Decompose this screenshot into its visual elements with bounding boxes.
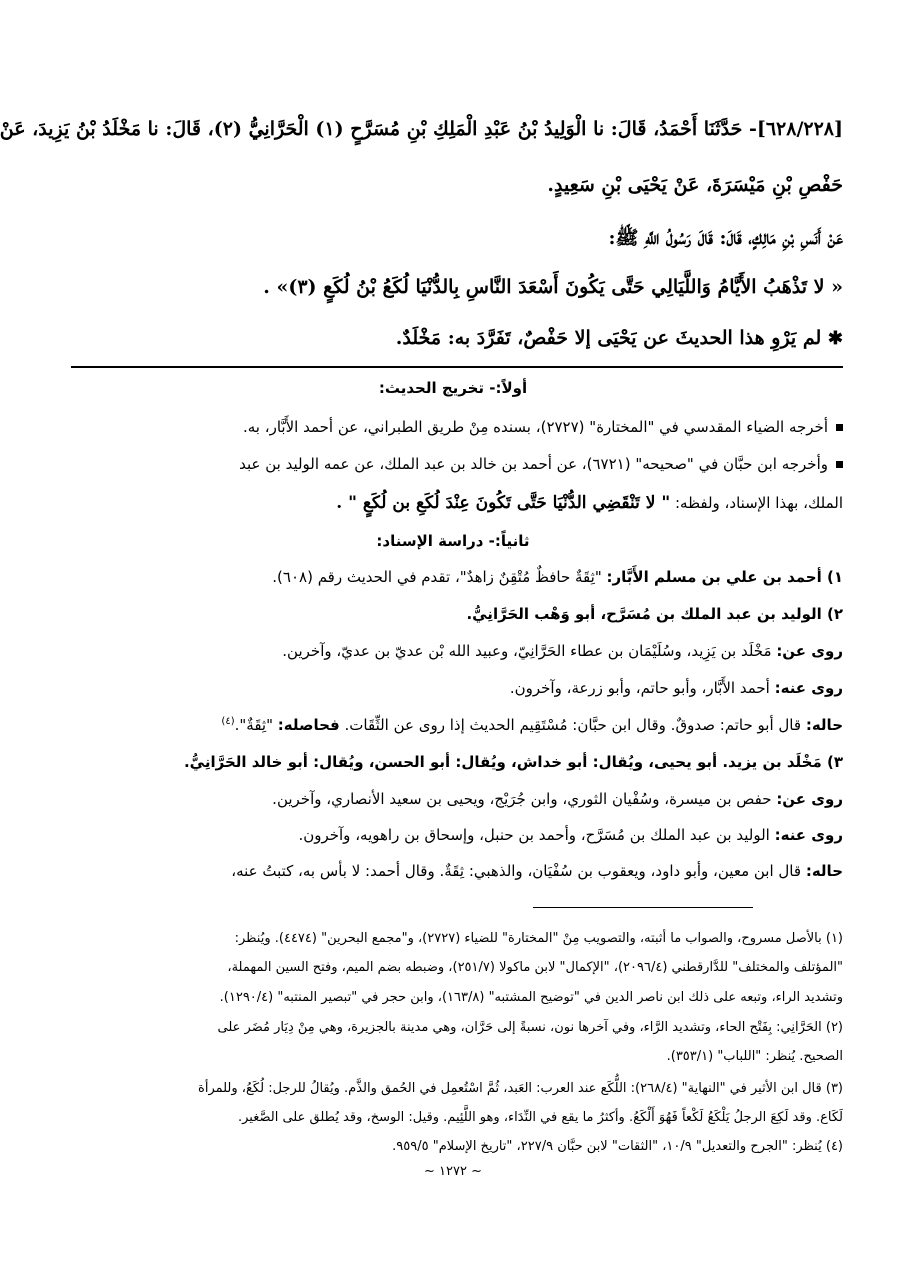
hadith-matn: « لا تَذْهَبُ الأَيَّامُ وَاللَّيَالِي حَتَّى يَكُونَ أَسْعَدَ النَّاسِ بِالدُّنْيَا لُكَعُ بْنُ لُكَعٍ (٣)» . — [263, 276, 843, 298]
narrator-2-teachers — [63, 642, 843, 660]
takhrij-heading: أولاً:- تخريج الحديث: — [378, 379, 528, 397]
takhrij-item-2-cont-text: الملك، بهذا الإسناد، ولفظه: — [674, 494, 843, 512]
label-rawa-an: روى عن: — [776, 790, 843, 808]
hadith-isnad-line-3: عَنْ أَنَسِ بْنِ مَالِكٍ، قَالَ: قَالَ رَسُولُ اللَّهِ ﷺ: — [608, 227, 843, 249]
footnote-2-line-1: (٢) الحَرَّانِي: بِفَتْح الحاء، وتشديد الرَّاء، وفي آخرها نون، نسبةً إلى حَرَّان، وهي مدينة بالجزيرة، وهي مِنْ دِيَار مُضَر على — [217, 1020, 843, 1035]
label-rawa-anhu: روى عنه: — [774, 679, 843, 697]
takhrij-item-1-text: أخرجه الضياء المقدسي في "المختارة" (٢٧٢٧)، بسنده مِنْ طريق الطبراني، عن أحمد الأَبَّار، به. — [243, 418, 828, 436]
hadith-isnad-line-1: [٦٢٨/٢٢٨]- حَدَّثَنَا أَحْمَدُ، قَالَ: نا الْوَلِيدُ بْنُ عَبْدِ الْمَلِكِ بْنِ مُسَرَّحٍ (١) الْحَرَّانِيُّ (٢)، قَالَ: نا مَخْلَدُ بْنُ يَزِيدَ، عَنْ — [0, 118, 843, 140]
narrator-3-teachers-text: حفص بن ميسرة، وسُفْيان الثوري، وابن جُرَيْج، ويحيى بن سعيد الأنصاري، وآخرين. — [272, 790, 772, 808]
label-hal: حاله: — [805, 716, 843, 734]
footnote-divider — [533, 907, 753, 908]
narrator-1 — [63, 568, 843, 586]
narrator-3-status — [63, 862, 843, 880]
footnote-4: (٤) يُنظر: "الجرح والتعديل" ١٠/٩، "الثقات" لابن حبَّان ٢٢٧/٩، "تاريخ الإسلام" ٩٥٩/٥. — [392, 1139, 843, 1154]
takhrij-item-1 — [63, 418, 843, 436]
narrator-3-name: ٣) مَخْلَد بن يزيد. أبو يحيى، ويُقال: أبو خداش، ويُقال: أبو الحسن، ويُقال: أبو خالد الحَرَّانِيُّ. — [183, 753, 843, 771]
narrator-2-status — [63, 716, 843, 734]
isnad-study-heading: ثانياً:- دراسة الإسناد: — [376, 532, 530, 550]
label-rawa-an: روى عن: — [776, 642, 843, 660]
tafarrud-text: لم يَرْوِ هذا الحديثَ عن يَحْيَى إلا حَفْصٌ، تَفَرَّدَ به: مَخْلَدٌ. — [395, 327, 822, 349]
takhrij-item-2-cont — [63, 493, 843, 513]
narrator-2-teachers-text: مَخْلَد بن يَزِيد، وسُلَيْمَان بن عطاء الحَرَّانِيّ، وعبيد الله بْن عديّ بن عديّ، وآخرين. — [282, 642, 772, 660]
narrator-2-summary: "ثِقَةٌ". — [234, 716, 273, 734]
takhrij-item-2-text: وأخرجه ابن حبَّان في "صحيحه" (٦٧٢١)، عن أحمد بن خالد بن عبد الملك، عن عمه الوليد بن عبد — [239, 455, 828, 473]
footnote-1-line-2: "المؤتلف والمختلف" للدَّارقطني (٢٠٩٦/٤)، "الإكمال" لابن ماكولا (٢٥١/٧)، وضبطه بضم الميم، وفتح السين المهملة، — [227, 960, 843, 975]
narrator-2-students — [63, 679, 843, 697]
narrator-2-status-text: قال أبو حاتم: صدوقٌ. وقال ابن حبَّان: مُسْتَقِيم الحديث إذا روى عن الثِّقَات. — [344, 716, 802, 734]
narrator-2-students-text: أحمد الأَبَّار، وأبو حاتم، وأبو زرعة، وآخرون. — [509, 679, 770, 697]
footnote-3-line-1: (٣) قال ابن الأثير في "النهاية" (٢٦٨/٤): اللُّكَع عند العرب: العَبد، ثُمَّ اسْتُعمِل في الحُمق والذَّم. ويُقالُ للرجل: لُكَعُ، وللمرأة — [198, 1081, 843, 1096]
footnote-1-line-1: (١) بالأصل مسروح، والصواب ما أثبته، والتصويب مِنْ "المختارة" للضياء (٢٧٢٧)، و"مجمع البحرين" (٤٤٧٤). ويُنظر: — [234, 931, 843, 946]
narrator-3-students-text: الوليد بن عبد الملك بن مُسَرَّح، وأحمد بن حنبل، وإسحاق بن راهويه، وآخرون. — [298, 826, 770, 844]
footnote-ref-4[interactable]: (٤) — [221, 716, 235, 727]
page-number: ~ ١٢٧٢ ~ — [424, 1164, 482, 1179]
hadith-isnad-line-2: حَفْصِ بْنِ مَيْسَرَةَ، عَنْ يَحْيَى بْنِ سَعِيدٍ. — [547, 174, 843, 196]
narrator-1-name: ١) أحمد بن علي بن مسلم الأَبَّار: — [606, 568, 843, 586]
hadith-tafarrud-note — [63, 327, 843, 349]
label-rawa-anhu: روى عنه: — [774, 826, 843, 844]
footnote-2-line-2: الصحيح. يُنظر: "اللباب" (٣٥٣/١). — [666, 1049, 843, 1064]
narrator-2-name: ٢) الوليد بن عبد الملك بن مُسَرَّح، أبو وَهْب الحَرَّانِيُّ. — [466, 605, 843, 623]
star-icon: ✱ — [827, 328, 843, 349]
label-khulasa: فحاصله: — [277, 716, 340, 734]
bullet-icon — [836, 424, 843, 431]
section-divider — [71, 366, 843, 368]
narrator-1-verdict: "ثِقَةٌ حافظٌ مُتْقِنٌ زاهدٌ"، تقدم في الحديث رقم (٦٠٨). — [272, 568, 602, 586]
narrator-3-status-text: قال ابن معين، وأبو داود، ويعقوب بن سُفْيَان، والذهبي: ثِقَةٌ. وقال أحمد: لا بأس به، كتبتُ عنه، — [231, 862, 802, 880]
narrator-3-students — [63, 826, 843, 844]
footnote-1-line-3: وتشديد الراء، وتبعه على ذلك ابن ناصر الدين في "توضيح المشتبه" (١٦٣/٨)، وابن حجر في "تبصير المنتبه" (١٢٩٠/٤). — [219, 990, 843, 1005]
bullet-icon — [836, 461, 843, 468]
narrator-3-teachers — [63, 790, 843, 808]
label-hal: حاله: — [805, 862, 843, 880]
ibn-hibban-lafz: " لا تَنْقَضِي الدُّنْيَا حَتَّى تَكُونَ عِنْدَ لُكَعِ بن لُكَعٍ " . — [336, 493, 671, 513]
footnote-3-line-2: لَكَاع. وقد لَكِعَ الرجلُ يَلْكَعُ لَكْعاً فَهُوَ أَلْكَعُ. وأكثرُ ما يقع في النِّدَاء، وهو اللَّئِيم. وقيل: الوسخ، وقد يُطلق على الصَّغير. — [237, 1110, 843, 1125]
takhrij-item-2 — [63, 455, 843, 473]
